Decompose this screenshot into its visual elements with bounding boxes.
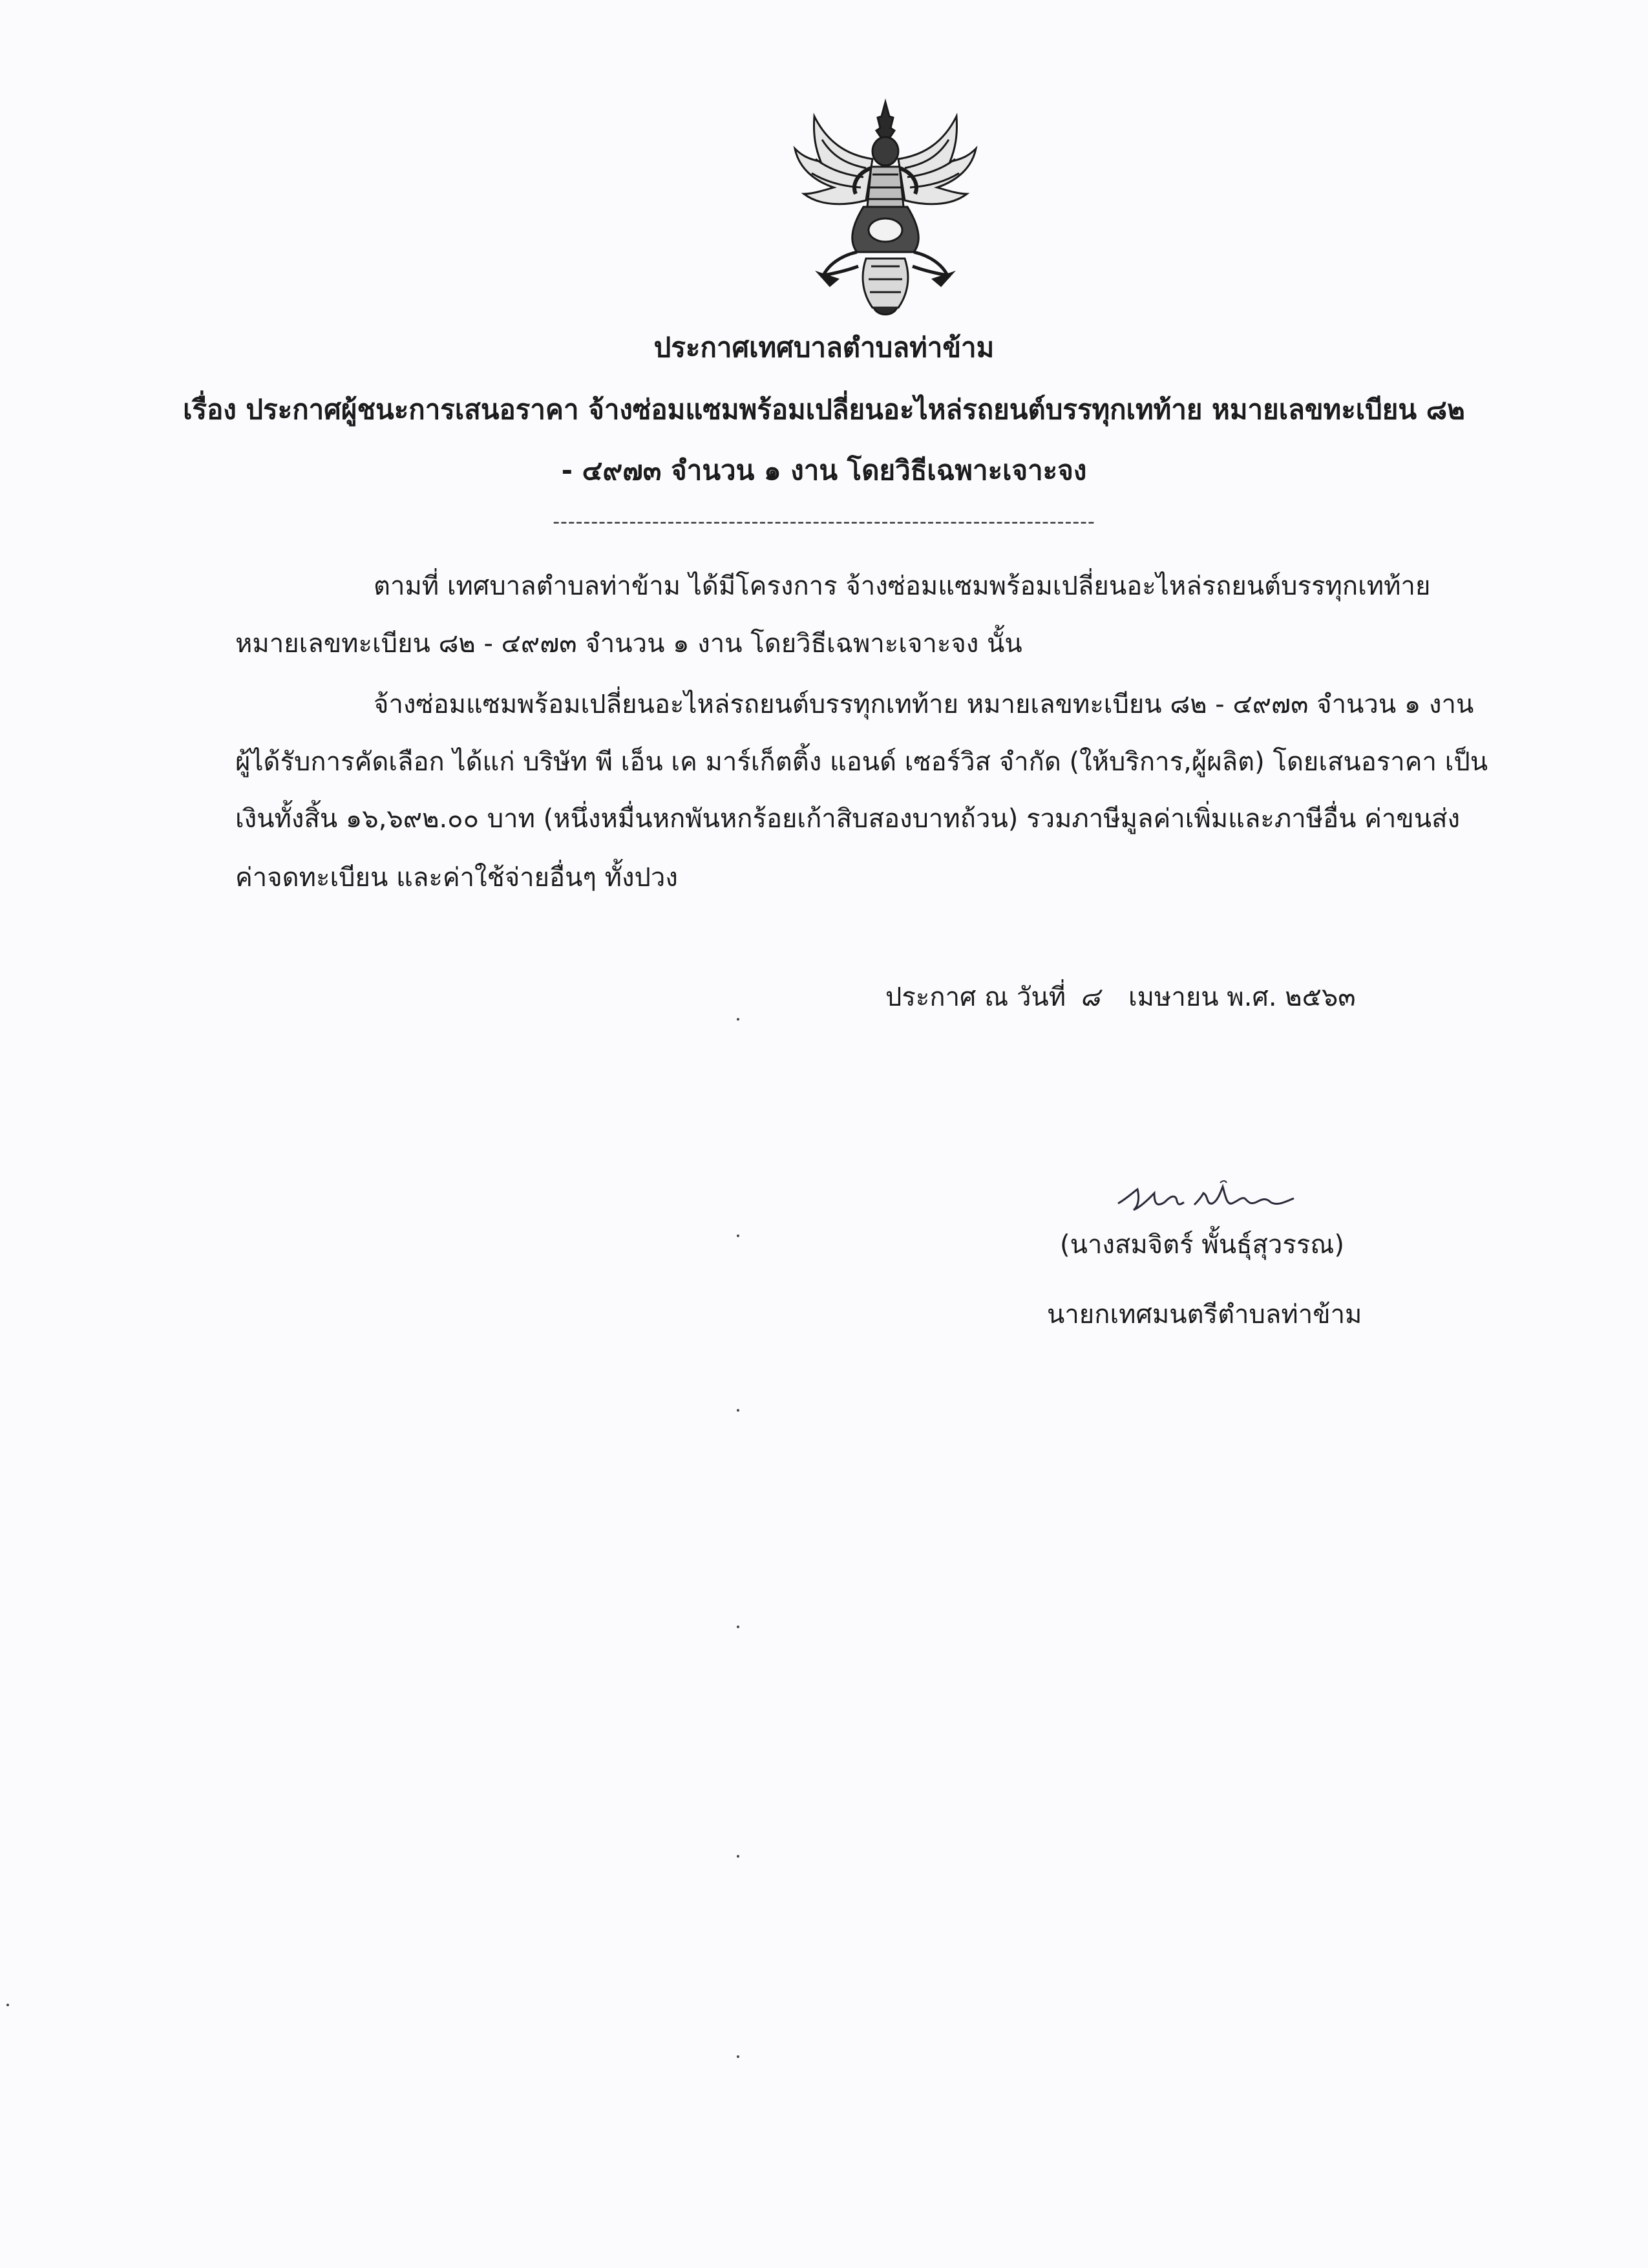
scan-speck <box>737 1626 739 1628</box>
scan-speck <box>737 2055 739 2058</box>
scan-speck <box>737 1235 739 1237</box>
scan-speck <box>737 1855 739 1858</box>
paragraph-2-line-4: ค่าจดทะเบียน และค่าใช้จ่ายอื่นๆ ทั้งปวง <box>235 863 678 893</box>
date-prefix: ประกาศ ณ วันที่ <box>885 982 1066 1012</box>
paragraph-2-line-1: จ้างซ่อมแซมพร้อมเปลี่ยนอะไหล่รถยนต์บรรทุกเทท้าย หมายเลขทะเบียน ๘๒ - ๔๙๗๓ จำนวน ๑ งาน <box>374 690 1474 719</box>
separator-rule: ----------------------------------------------------------------------- <box>553 511 1095 533</box>
scan-speck <box>6 2004 9 2006</box>
paragraph-2-line-3: เงินทั้งสิ้น ๑๖,๖๙๒.๐๐ บาท (หนึ่งหมื่นหกพันหกร้อยเก้าสิบสองบาทถ้วน) รวมภาษีมูลค่าเพิ่มและภาษีอื่น ค่าขนส่ง <box>235 804 1461 834</box>
subject-line-2: - ๔๙๗๓ จำนวน ๑ งาน โดยวิธีเฉพาะเจาะจง <box>561 454 1087 486</box>
scan-speck <box>737 1409 739 1412</box>
date-day: ๘ <box>1080 982 1100 1012</box>
signatory-name: (นางสมจิตร์ พั้นธุ์สุวรรณ) <box>1060 1230 1345 1260</box>
paragraph-2-line-2: ผู้ได้รับการคัดเลือก ได้แก่ บริษัท พี เอ็น เค มาร์เก็ตติ้ง แอนด์ เซอร์วิส จำกัด (ให้บริการ,ผู้ผลิต) โดยเสนอราคา เป็น <box>235 747 1488 777</box>
paragraph-1-line-2: หมายเลขทะเบียน ๘๒ - ๔๙๗๓ จำนวน ๑ งาน โดยวิธีเฉพาะเจาะจง นั้น <box>235 629 1022 659</box>
announcement-title: ประกาศเทศบาลตำบลท่าข้าม <box>653 332 995 363</box>
date-month-year: เมษายน พ.ศ. ๒๕๖๓ <box>1128 982 1356 1012</box>
garuda-emblem-icon <box>776 97 995 323</box>
signatory-position: นายกเทศมนตรีตำบลท่าข้าม <box>1047 1300 1362 1330</box>
announcement-date <box>885 979 1356 1016</box>
paragraph-1-line-1: ตามที่ เทศบาลตำบลท่าข้าม ได้มีโครงการ จ้างซ่อมแซมพร้อมเปลี่ยนอะไหล่รถยนต์บรรทุกเทท้าย <box>374 571 1431 601</box>
handwritten-signature <box>1112 1170 1318 1222</box>
subject-line-1: เรื่อง ประกาศผู้ชนะการเสนอราคา จ้างซ่อมแซมพร้อมเปลี่ยนอะไหล่รถยนต์บรรทุกเทท้าย หมายเลขทะเบียน ๘๒ <box>183 394 1465 425</box>
scan-speck <box>737 1018 739 1021</box>
